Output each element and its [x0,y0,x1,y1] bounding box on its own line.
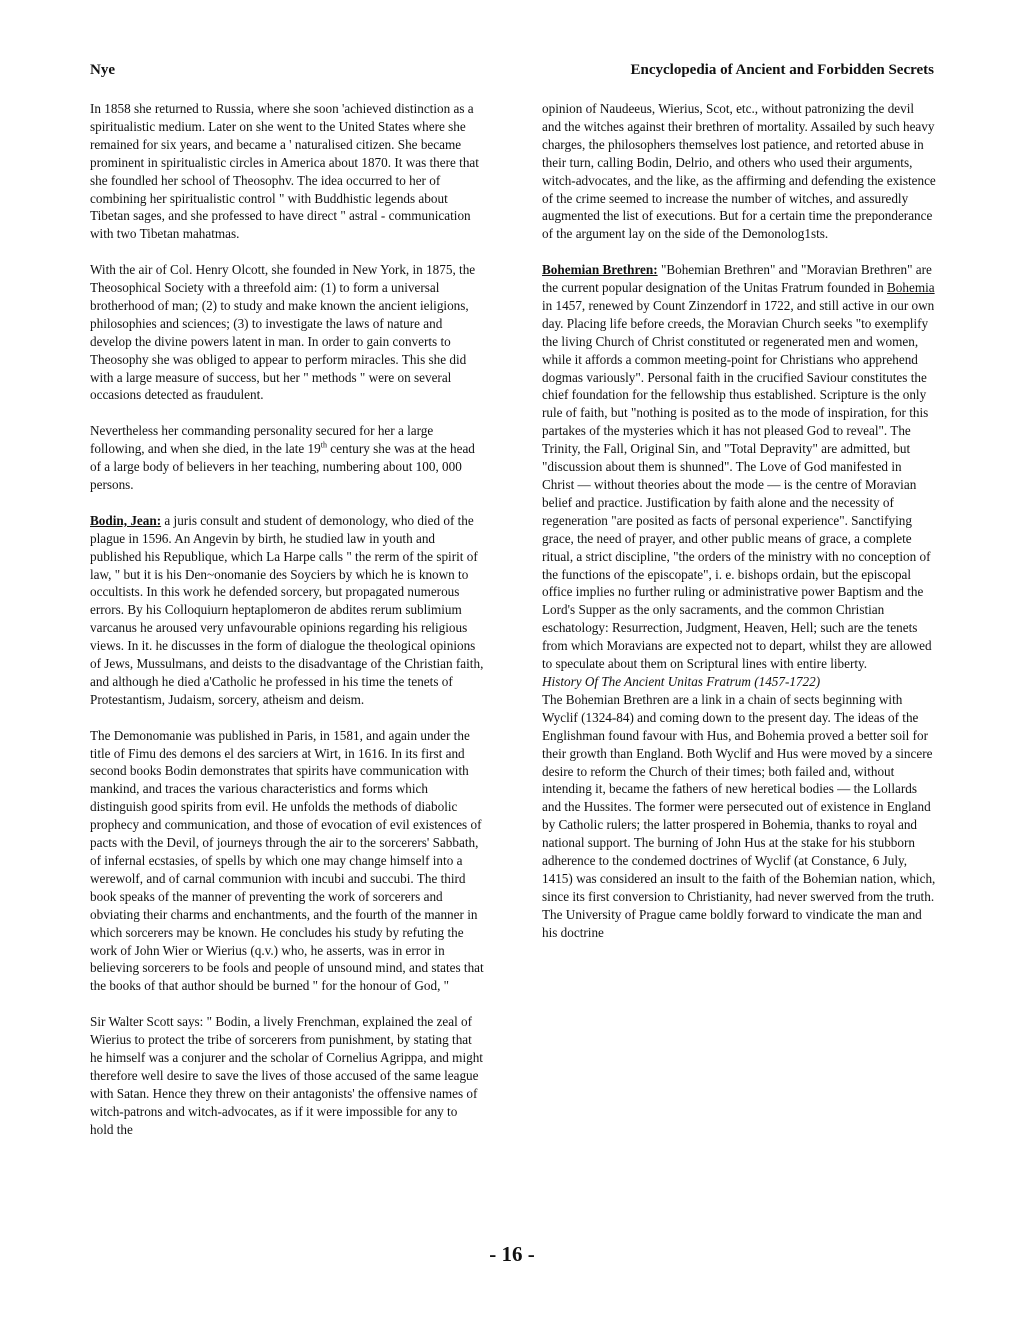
bohemia-link[interactable]: Bohemia [887,280,935,296]
paragraph-text: century she was at the head of a large body of believers in her teaching, numbering about 100, 000 persons. [90,441,475,492]
paragraph-naudeeus: opinion of Naudeeus, Wierius, Scot, etc., without patronizing the devil and the witches against their brethren of mortality. Assailed by such heavy charges, the philosophers themselves lost patience, and retorted abuse in their turn, calling Bodin, Delrio, and others who used their arguments, witch-advocates, and the like, as the affirming and defending the existence of the crime seemed to increase the number of witches, and assuredly augmented the list of executions. But for a certain time the preponderance of the argument lay on the side of the Demonolog1sts. [542,101,936,242]
paragraph-demonomanie: The Demonomanie was published in Paris, in 1581, and again under the title of Fimu des demons el des sarciers at Wirt, in 1616. In its first and second books Bodin demonstrates that spirits have communication with mankind, and traces the various characteristics and forms which distinguish good spirits from evil. He unfolds the methods of diabolic prophecy and communication, and those of evocation of evil existences of pacts with the Devil, of journeys through the air to the sorcerers' Sabbath, of infernal ecstasies, of spells by which one may change himself into a werewolf, and of carnal communion with incubi and succubi. The third book speaks of the manner of preventing the work of sorcerers and obviating their charms and enchantments, and the fourth of the manner in which sorcerers may be known. He concludes his study by refuting the work of John Wier or Wierius (q.v.) who, he asserts, was in error in believing sorcerers to be fools and people of unsound mind, and states that the books of that author should be burned " for the honour of God, " [90,727,484,994]
paragraph-bohemian-history: The Bohemian Brethren are a link in a chain of sects beginning with Wyclif (1324-84) and coming down to the present day. The ideas of the Englishman found favour with Hus, and Bohemia proved a better soil for their growth than England. Both Wyclif and Hus were moved by a sincere desire to reform the Church of their times; both failed and, without intending it, became the fathers of new heretical bodies — the Lollards and the Hussites. The former were persecuted out of existence in England by Catholic rulers; the latter prospered in Bohemia, thanks to royal and national support. The burning of John Hus at the stake for his stubborn adherence to the condemed doctrines of Wyclif (at Constance, 6 July, 1415) was considered an insult to the faith of the Bohemian nation, which, since its first conversion to Christianity, had never swerved from the truth. The University of Prague came boldly forward to vindicate the man and his doctrine [542,691,936,940]
paragraph-text: Nevertheless her commanding personality secured for her a large following, and when she died, in the late 19 [90,423,434,457]
right-column [542,100,936,942]
paragraph-blavatsky-russia: In 1858 she returned to Russia, where she soon 'achieved distinction as a spiritualistic medium. Later on she went to the United States where she remained for six years, and became a ' naturalised citizen. She became prominent in spiritualistic circles in America about 1870. It was there that she foundled her school of Theosophv. The idea occurred to her of combining her spiritualistic control " with Buddhistic legends about Tibetan sages, and she professed to have direct " astral - communication with two Tibetan mahatmas. [90,101,479,242]
entry-bodin-jean [90,512,484,709]
paragraph-commanding-personality [90,422,484,494]
header-book-title: Encyclopedia of Ancient and Forbidden Secrets [630,62,934,78]
page-header [90,62,934,84]
entry-text: "Bohemian Brethren" and "Moravian Brethren" are the current popular designation of the Unitas Fratrum founded in [542,262,932,296]
entry-term-bodin: Bodin, Jean: [90,512,162,528]
paragraph-walter-scott: Sir Walter Scott says: " Bodin, a lively Frenchman, explained the zeal of Wierius to protect the tribe of sorcerers from punishment, by stating that he himself was a conjurer and the scholar of Cornelius Agrippa, and might therefore well desire to save the lives of those accused of the same league with Satan. Hence they threw on their antagonists' the offensive names of witch-patrons and witch-advocates, as if it were impossible for any to hold the [90,1014,483,1137]
entry-bohemian-brethren [542,261,936,673]
superscript-th: th [320,440,327,450]
entry-term-bohemian-brethren: Bohemian Brethren: [542,262,658,278]
entry-text: a juris consult and student of demonology, who died of the plague in 1596. An Angevin by birth, he studied law in youth and published his Republique, which La Harpe calls " the rerm of the spirit of law, " but it is his Den~onomanie des Soyciers by which he is known to occultists. In this work he defended sorcery, but propagated numerous errors. By his Colloquiurn heptaplomeron de abdites rerum sublimium varcanus he aroused very unfavourable opinions regarding his religious views. In it. he discusses in the form of dialogue the theological opinions of Jews, Mussulmans, and deists to the disadvantage of the Christian faith, and although he died a'Catholic he professed in his time the tenets of Protestantism, Judaism, sorcery, atheism and deism. [90,512,484,707]
left-column [90,100,484,1138]
page-number: - 16 - [489,1242,535,1266]
subheading-history-unitas-fratrum: History Of The Ancient Unitas Fratrum (1457-1722) [542,673,821,689]
header-author: Nye [90,62,115,78]
entry-text: in 1457, renewed by Count Zinzendorf in 1722, and still active in our own day. Placing life before creeds, the Moravian Church seeks "to exemplify the living Church of Christ constituted or regenerated men and women, while it affords a common meeting-point for Christians who apprehend dogmas variously". Personal faith in the crucified Saviour constitutes the chief foundation for the fellowship thus established. Scripture is the only rule of faith, but "nothing is posited as to the mode of inspiration, for this partakes of the mysteries which it has not pleased God to reveal". The Trinity, the Fall, Original Sin, and "Total Depravity" are admitted, but "discussion about them is shunned". The Love of God manifested in Christ — without theories about the mode — is the centre of Moravian belief and practice. Justification by faith alone and the necessity of regeneration "are posited as facts of personal experience". Sanctifying grace, the need of prayer, and other public means of grace, a complete ritual, a strict discipline, "the orders of the ministry with no conception of the functions of the episcopate", i. e. bishops ordain, but the episcopal office implies no further ruling or administrative power Baptism and the Lord's Supper as the only sacraments, and the common Christian eschatology: Resurrection, Judgment, Heaven, Hell; such are the tenets from which Moravians are expected not to depart, whilst they are allowed to speculate about them on Scriptural lines with entire liberty. [542,297,935,672]
paragraph-theosophical-society: With the air of Col. Henry Olcott, she founded in New York, in 1875, the Theosophical Society with a threefold aim: (1) to form a universal brotherhood of man; (2) to study and make known the ancient ieligions, philosophies and sciences; (3) to investigate the laws of nature and develop the divine powers latent in man. In order to gain converts to Theosophy she was obliged to appear to perform miracles. This she did with a large measure of success, but her " methods " were on several occasions detected as fraudulent. [90,262,476,403]
